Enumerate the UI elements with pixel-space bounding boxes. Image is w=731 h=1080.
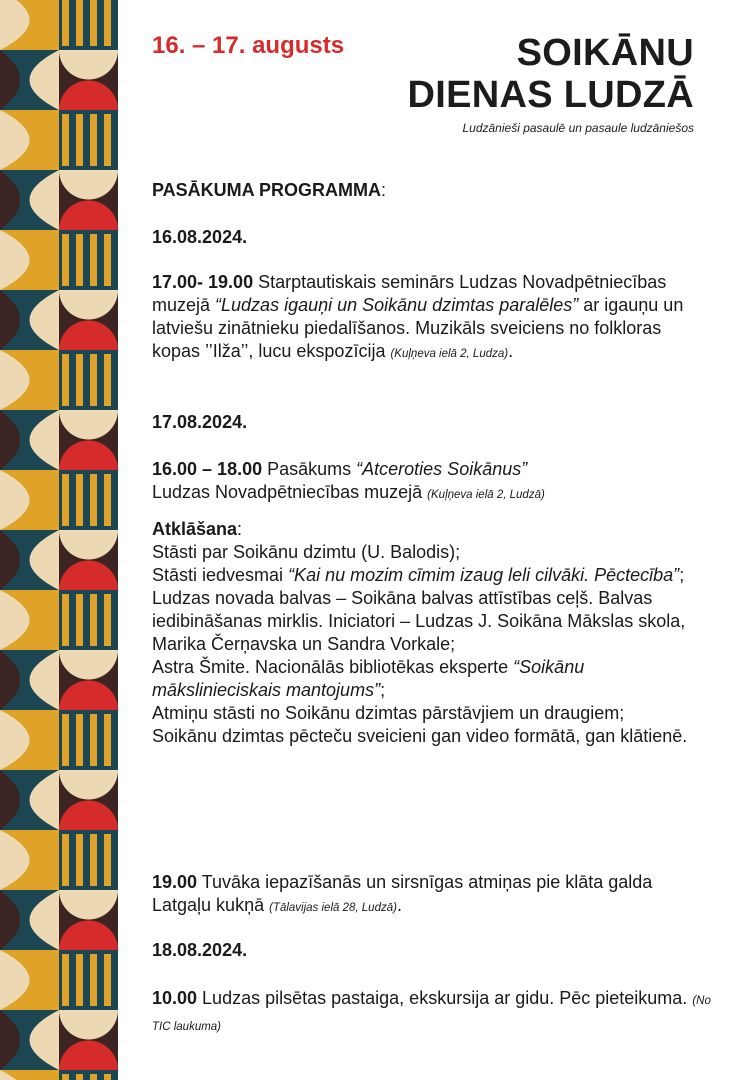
program-heading: PASĀKUMA PROGRAMMA: <box>152 180 387 200</box>
day2-evening: 19.00 Tuvāka iepazīšanās un sirsnīgas atmiņas pie klāta galda Latgaļu kukņā (Tālavijas ielā 28, Ludzā). <box>152 872 653 915</box>
pattern-stripe <box>90 1074 97 1080</box>
day2-opening: Atklāšana: Stāsti par Soikānu dzimtu (U. Balodis); Stāsti iedvesmai “Kai nu mozim cīmim izaug leli cilvāki. Pēctecība”; Ludzas novada balvas – Soikāna balvas attīstības ceļš. Balvas iedibināšanas mirklis. Iniciatori – Ludzas J. Soikāna Mākslas skola, Marika Čerņavska un Sandra Vorkale; Astra Šmite. Nacionālās bibliotēkas eksperte “Soikānu mākslinieciskais mantojums”; Atmiņu stāsti no Soikānu dzimtas pārstāvjiem un draugiem; Soikānu dzimtas pēcteču sveicieni gan video formātā, gan klātienē. <box>152 519 688 746</box>
pattern-stripe <box>76 594 83 646</box>
pattern-stripe <box>62 954 69 1006</box>
pattern-stripe <box>76 354 83 406</box>
pattern-stripe <box>76 954 83 1006</box>
pattern-stripe <box>76 114 83 166</box>
pattern-stripe <box>90 234 97 286</box>
pattern-stripe <box>76 1074 83 1080</box>
pattern-stripe <box>104 0 111 46</box>
pattern-stripe <box>76 0 83 46</box>
pattern-stripe <box>104 954 111 1006</box>
pattern-stripe <box>90 114 97 166</box>
pattern-stripe <box>76 714 83 766</box>
pattern-stripe <box>90 0 97 46</box>
pattern-stripe <box>62 234 69 286</box>
day2-event: 16.00 – 18.00 Pasākums “Atceroties Soikānus” Ludzas Novadpētniecības muzejā (Kuļņeva ielā 2, Ludzā) <box>152 459 545 502</box>
pattern-stripe <box>90 594 97 646</box>
pattern-stripe <box>62 1074 69 1080</box>
pattern-stripe <box>90 474 97 526</box>
pattern-stripe <box>76 834 83 886</box>
day1-seminar: 17.00- 19.00 Starptautiskais seminārs Ludzas Novadpētniecības muzejā “Ludzas igauņi un Soikānu dzimtas paralēles” ar igauņu un latviešu zinātnieku piedalīšanos. Muzikāls sveiciens no folkloras kopas ’’Ilža’’, lucu ekspozīcija (Kuļņeva ielā 2, Ludza). <box>152 272 684 361</box>
event-date-range: 16. – 17. augusts <box>152 32 345 59</box>
title-line-1: SOIKĀNU <box>516 32 694 74</box>
title-line-2: DIENAS LUDZĀ <box>407 74 694 116</box>
pattern-stripe <box>90 354 97 406</box>
event-title <box>408 32 695 116</box>
pattern-stripe <box>104 234 111 286</box>
pattern-stripe <box>90 834 97 886</box>
pattern-stripe <box>62 474 69 526</box>
pattern-stripe <box>62 114 69 166</box>
pattern-stripe <box>62 594 69 646</box>
pattern-stripe <box>76 474 83 526</box>
pattern-stripe <box>62 714 69 766</box>
program-poster <box>152 0 712 1080</box>
pattern-stripe <box>90 954 97 1006</box>
pattern-stripe <box>104 114 111 166</box>
day3-walk: 10.00 Ludzas pilsētas pastaiga, ekskursija ar gidu. Pēc pieteikuma. (No TIC laukuma) <box>152 988 711 1033</box>
pattern-stripe <box>104 714 111 766</box>
pattern-stripe <box>104 594 111 646</box>
pattern-stripe <box>62 834 69 886</box>
decorative-pattern <box>0 0 118 1080</box>
pattern-stripe <box>104 834 111 886</box>
day3-date: 18.08.2024. <box>152 940 248 960</box>
day1-date: 16.08.2024. <box>152 227 248 247</box>
pattern-stripe <box>90 714 97 766</box>
geometric-pattern-graphic <box>0 0 118 1080</box>
pattern-stripe <box>62 0 69 46</box>
pattern-stripe <box>76 234 83 286</box>
pattern-stripe <box>62 354 69 406</box>
day2-date: 17.08.2024. <box>152 412 248 432</box>
pattern-stripe <box>104 1074 111 1080</box>
event-subtitle: Ludzānieši pasaulē un pasaule ludzāniešos <box>462 121 694 135</box>
pattern-stripe <box>104 354 111 406</box>
pattern-stripe <box>104 474 111 526</box>
